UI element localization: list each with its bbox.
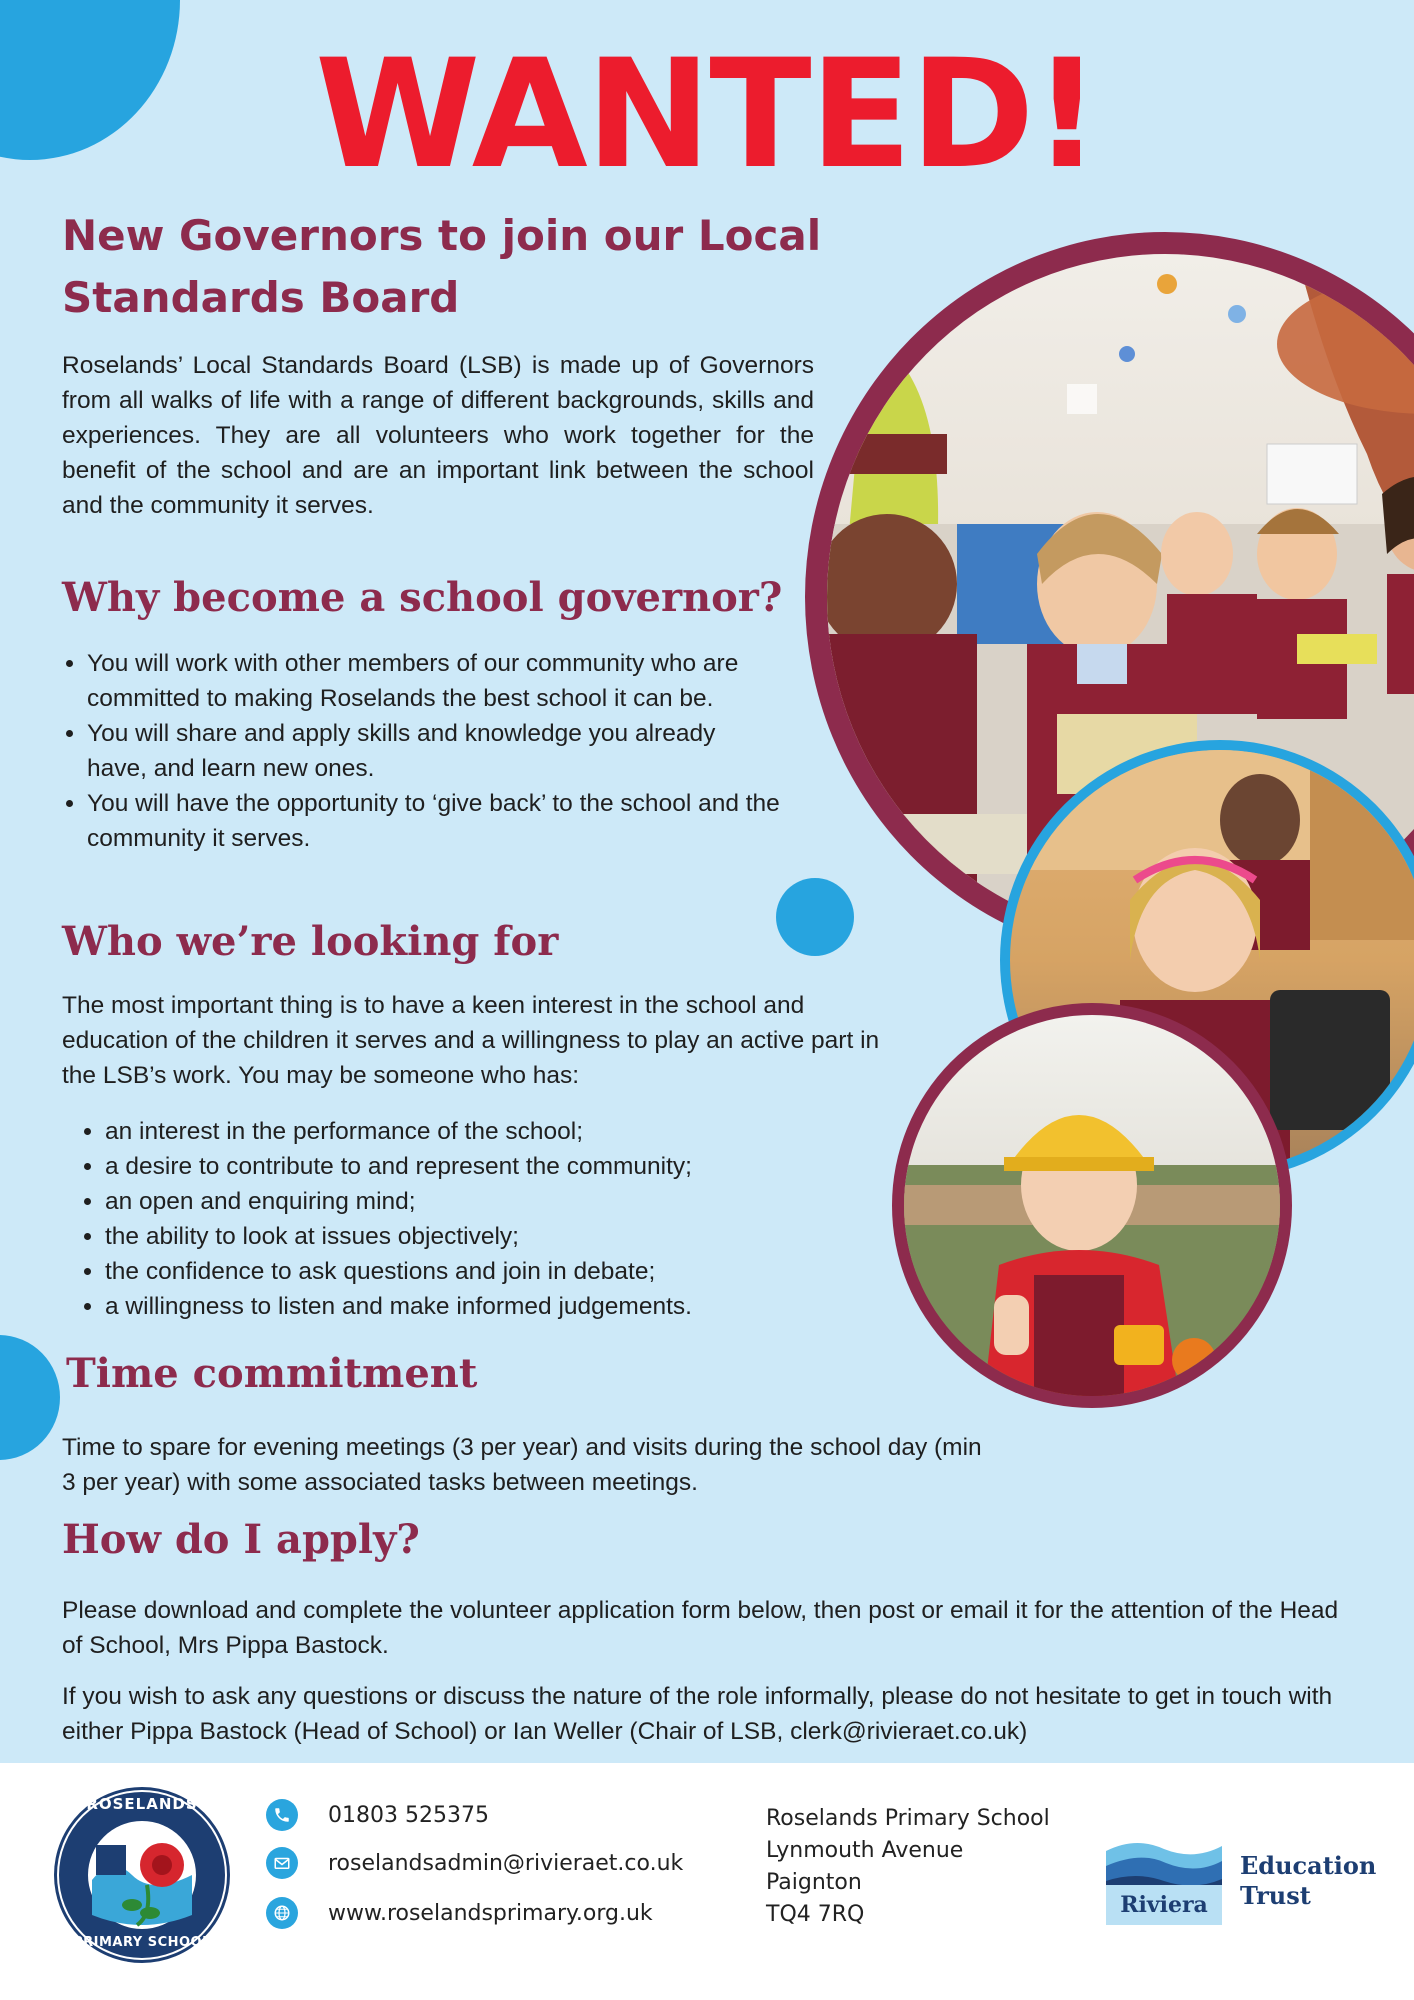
looking-item: • the ability to look at issues objectively;	[105, 1219, 840, 1254]
page-headline: WANTED!	[314, 28, 1100, 202]
logo-text-top: ROSELANDS	[86, 1795, 198, 1813]
email-address: roselandsadmin@rivieraet.co.uk	[328, 1850, 684, 1876]
looking-list	[80, 1114, 840, 1324]
phone-icon	[266, 1799, 298, 1831]
hardhat-scene-illustration	[904, 1015, 1280, 1396]
photo-boy-hardhat	[892, 1003, 1292, 1408]
trust-name-right	[1240, 1851, 1376, 1911]
school-logo	[52, 1785, 232, 1965]
time-heading: Time commitment	[66, 1350, 478, 1397]
address-line: Roselands Primary School	[766, 1806, 1050, 1831]
apply-paragraph-1: Please download and complete the volunteer application form below, then post or email it for the attention of the Head of School, Mrs Pippa Bastock.	[62, 1597, 1339, 1659]
why-list	[62, 646, 782, 856]
email-icon	[266, 1847, 298, 1879]
phone-number: 01803 525375	[328, 1802, 489, 1828]
trust-name-left: Riviera	[1106, 1885, 1222, 1925]
why-item: • You will work with other members of our community who are committed to making Roselands the best school it can be.	[87, 646, 782, 716]
address-line: TQ4 7RQ	[766, 1902, 865, 1927]
logo-text-bottom: PRIMARY SCHOOL	[73, 1935, 211, 1950]
page-subtitle	[62, 205, 822, 329]
school-address	[766, 1803, 1066, 1931]
looking-item: • the confidence to ask questions and join in debate;	[105, 1254, 840, 1289]
trust-name-line-2: Trust	[1240, 1881, 1311, 1910]
website-url: www.roselandsprimary.org.uk	[328, 1900, 653, 1926]
trust-logo	[1106, 1811, 1386, 1931]
contact-phone[interactable]	[266, 1795, 489, 1835]
decorative-circle-left	[0, 1335, 60, 1460]
why-heading: Why become a school governor?	[62, 574, 783, 621]
subtitle-line-2: Standards Board	[62, 273, 460, 322]
intro-paragraph: Roselands’ Local Standards Board (LSB) is made up of Governors from all walks of life with a range of different backgrounds, skills and experiences. They are all volunteers who work together for the benefit of the school and are an important link between the school and the community it serves.	[62, 352, 814, 519]
time-text: Time to spare for evening meetings (3 per year) and visits during the school day (min 3 per year) with some associated tasks between meetings.	[62, 1434, 982, 1496]
address-line: Paignton	[766, 1870, 862, 1895]
subtitle-line-1: New Governors to join our Local	[62, 211, 822, 260]
looking-item: • a desire to contribute to and represent the community;	[105, 1149, 840, 1184]
footer	[0, 1763, 1414, 2000]
looking-item: • an interest in the performance of the school;	[105, 1114, 840, 1149]
address-line: Lynmouth Avenue	[766, 1838, 964, 1863]
looking-intro: The most important thing is to have a keen interest in the school and education of the children it serves and a willingness to play an active part in the LSB’s work. You may be someone who has:	[62, 992, 880, 1089]
trust-name-line-1: Education	[1240, 1851, 1377, 1880]
why-item: • You will have the opportunity to ‘give back’ to the school and the community it serves.	[87, 786, 782, 856]
looking-heading: Who we’re looking for	[62, 918, 559, 965]
apply-paragraph-2: If you wish to ask any questions or discuss the nature of the role informally, please do not hesitate to get in touch with either Pippa Bastock (Head of School) or Ian Weller (Chair of LSB, clerk@rivieraet.co.uk)	[62, 1683, 1333, 1745]
looking-item: • an open and enquiring mind;	[105, 1184, 840, 1219]
globe-icon	[266, 1897, 298, 1929]
contact-email[interactable]	[266, 1843, 683, 1883]
why-item: • You will share and apply skills and knowledge you already have, and learn new ones.	[87, 716, 782, 786]
apply-heading: How do I apply?	[62, 1516, 420, 1563]
looking-item: • a willingness to listen and make informed judgements.	[105, 1289, 840, 1324]
contact-website[interactable]	[266, 1893, 653, 1933]
